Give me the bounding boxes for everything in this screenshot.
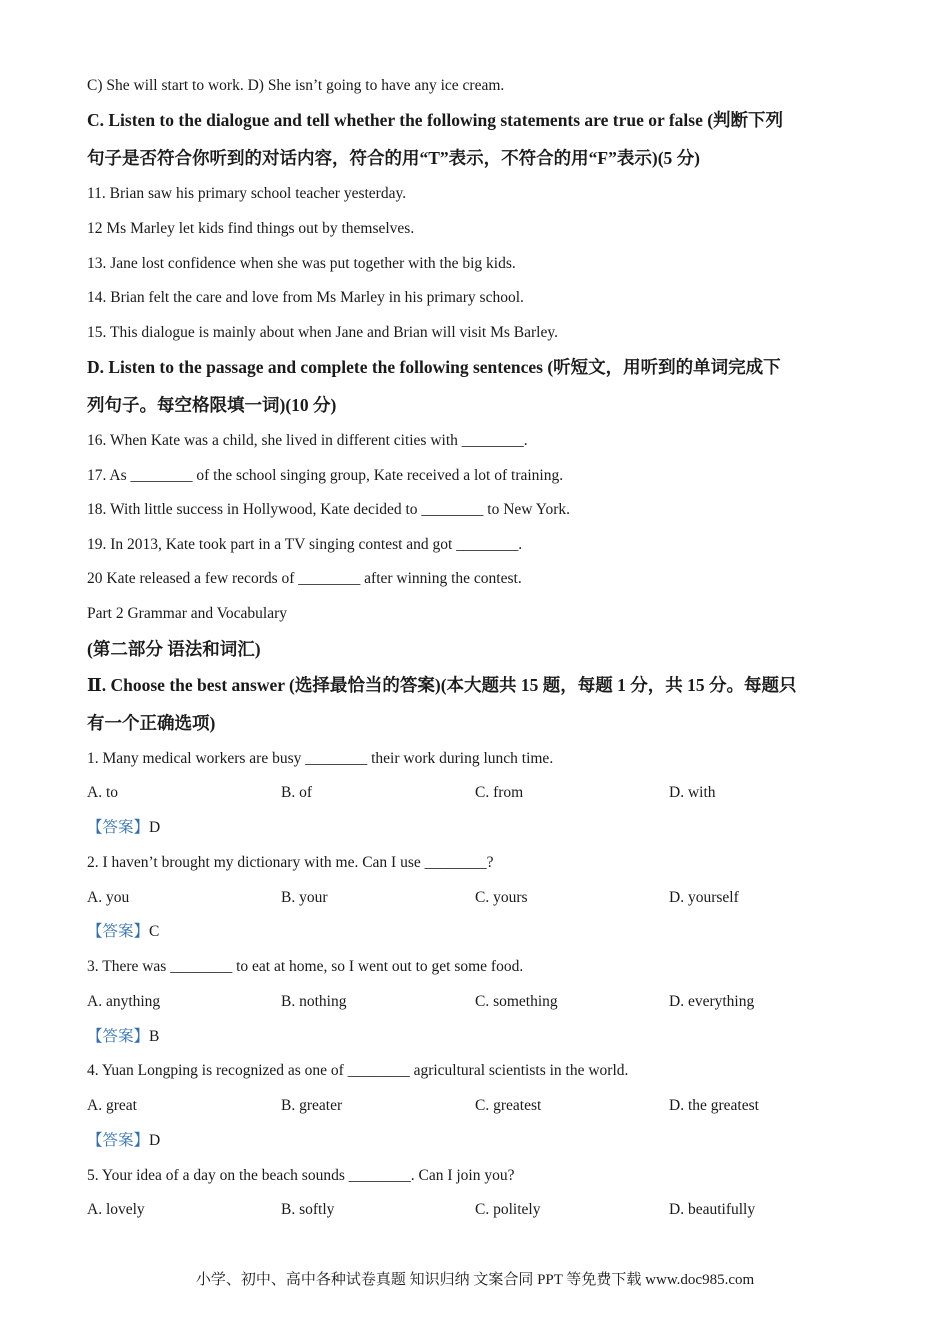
option-a: A. lovely <box>87 1201 145 1218</box>
answer-3 <box>87 1027 159 1047</box>
statement-11: 11. Brian saw his primary school teacher yesterday. <box>87 185 407 202</box>
statement-15: 15. This dialogue is mainly about when Jane and Brian will visit Ms Barley. <box>87 324 558 341</box>
answer-2 <box>87 922 159 942</box>
sentence-19: 19. In 2013, Kate took part in a TV singing contest and got ________. <box>87 536 523 553</box>
option-d: D. yourself <box>669 889 739 906</box>
option-d: D. with <box>669 784 716 801</box>
question-5: 5. Your idea of a day on the beach sounds ________. Can I join you? <box>87 1167 515 1184</box>
previous-question-options: C) She will start to work. D) She isn’t going to have any ice cream. <box>87 77 505 94</box>
part2-subtitle: (第二部分 语法和词汇) <box>87 639 261 659</box>
answer-tag: 【答案】 <box>87 1028 150 1045</box>
sentence-17: 17. As ________ of the school singing group, Kate received a lot of training. <box>87 467 564 484</box>
page-footer: 小学、初中、高中各种试卷真题 知识归纳 文案合同 PPT 等免费下载 www.doc985.com <box>195 1272 755 1288</box>
answer-tag: 【答案】 <box>87 923 150 940</box>
section-c-heading-cont: 句子是否符合你听到的对话内容，符合的用“T”表示，不符合的用“F”表示)(5 分) <box>87 148 700 168</box>
option-b: B. your <box>281 889 328 906</box>
option-a: A. great <box>87 1097 137 1114</box>
option-a: A. anything <box>87 993 161 1010</box>
question-1: 1. Many medical workers are busy ________ their work during lunch time. <box>87 750 554 767</box>
question-2: 2. I haven’t brought my dictionary with me. Can I use ________? <box>87 854 494 871</box>
answer-value: B <box>149 1028 160 1045</box>
section-d-heading: D. Listen to the passage and complete the following sentences (听短文，用听到的单词完成下 <box>87 357 781 377</box>
section-d-heading-cont: 列句子。每空格限填一词)(10 分) <box>87 395 337 415</box>
option-c: C. politely <box>475 1201 541 1218</box>
answer-value: C <box>149 923 160 940</box>
option-c: C. something <box>475 993 558 1010</box>
option-d: D. beautifully <box>669 1201 756 1218</box>
answer-value: D <box>149 819 161 836</box>
option-d: D. everything <box>669 993 755 1010</box>
option-a: A. to <box>87 784 118 801</box>
answer-value: D <box>149 1132 161 1149</box>
sentence-20: 20 Kate released a few records of ________ after winning the contest. <box>87 570 522 587</box>
sentence-16: 16. When Kate was a child, she lived in different cities with ________. <box>87 432 528 449</box>
statement-13: 13. Jane lost confidence when she was put together with the big kids. <box>87 255 516 272</box>
option-d: D. the greatest <box>669 1097 759 1114</box>
question-3: 3. There was ________ to eat at home, so I went out to get some food. <box>87 958 524 975</box>
statement-14: 14. Brian felt the care and love from Ms Marley in his primary school. <box>87 289 524 306</box>
option-c: C. yours <box>475 889 528 906</box>
question-4: 4. Yuan Longping is recognized as one of ________ agricultural scientists in the world. <box>87 1062 629 1079</box>
option-b: B. greater <box>281 1097 343 1114</box>
option-c: C. from <box>475 784 524 801</box>
sentence-18: 18. With little success in Hollywood, Kate decided to ________ to New York. <box>87 501 570 518</box>
part2-title: Part 2 Grammar and Vocabulary <box>87 605 288 622</box>
option-b: B. nothing <box>281 993 347 1010</box>
option-b: B. of <box>281 784 312 801</box>
option-c: C. greatest <box>475 1097 542 1114</box>
option-a: A. you <box>87 889 130 906</box>
section-ii-heading: Ⅱ. Choose the best answer (选择最恰当的答案)(本大题共 15 题，每题 1 分，共 15 分。每题只 <box>87 675 797 695</box>
option-b: B. softly <box>281 1201 335 1218</box>
answer-1 <box>87 818 160 838</box>
section-ii-heading-cont: 有一个正确选项) <box>87 713 216 733</box>
statement-12: 12 Ms Marley let kids find things out by themselves. <box>87 220 415 237</box>
answer-tag: 【答案】 <box>87 819 150 836</box>
answer-4 <box>87 1131 160 1151</box>
section-c-heading: C. Listen to the dialogue and tell whether the following statements are true or false (判断下列 <box>87 110 784 130</box>
answer-tag: 【答案】 <box>87 1132 150 1149</box>
